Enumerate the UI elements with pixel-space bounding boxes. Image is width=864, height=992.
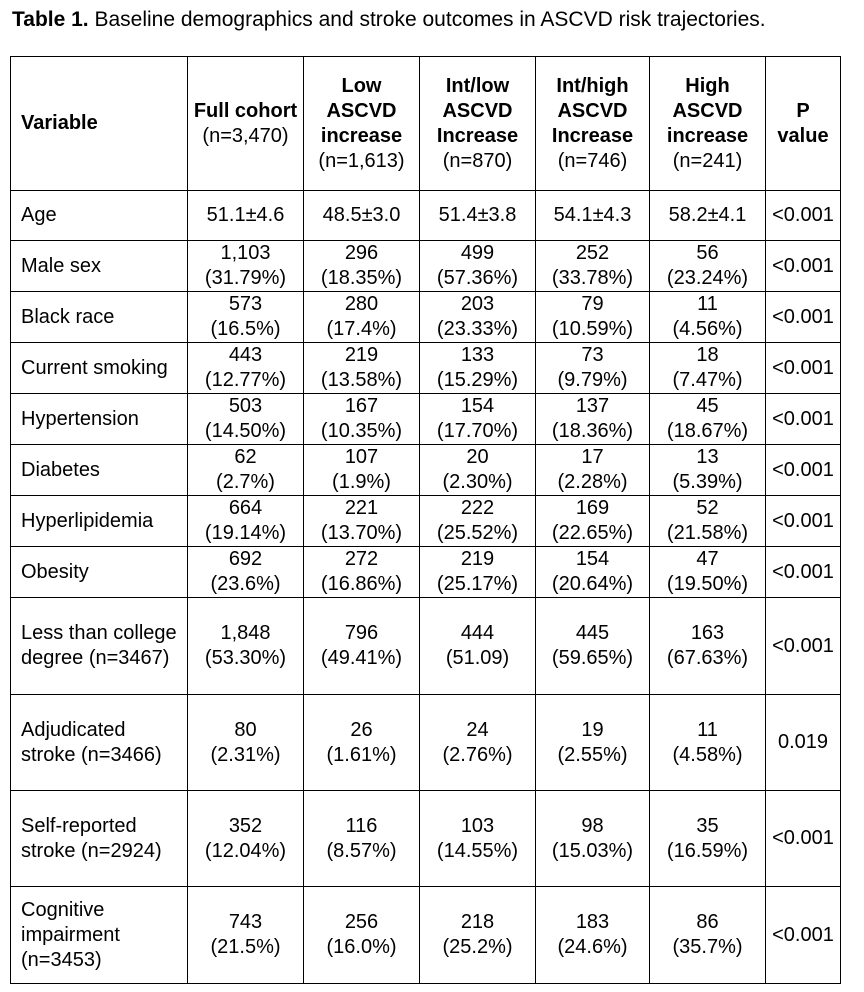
- header-low-ascvd: Low ASCVD increase (n=1,613): [304, 57, 420, 191]
- cell-value: 796: [344, 622, 379, 644]
- cell-percent: (12.77%): [204, 369, 287, 391]
- cell-value: 133: [460, 344, 495, 366]
- variable-cell: Adjudicated stroke (n=3466): [11, 695, 188, 791]
- cell-percent: (33.78%): [551, 267, 634, 289]
- value-cell-high-ascvd: [650, 598, 766, 695]
- p-value-cell: <0.001: [766, 791, 841, 887]
- cell-value: 163: [690, 622, 725, 644]
- cell-percent: (2.55%): [557, 743, 628, 766]
- value-cell-full-cohort: [188, 241, 304, 292]
- value-cell-full-cohort: [188, 791, 304, 887]
- value-cell-high-ascvd: [650, 241, 766, 292]
- cell-value: 280: [344, 293, 379, 315]
- cell-value: 26: [350, 718, 373, 741]
- cell-value: 692: [228, 548, 263, 570]
- cell-percent: (20.64%): [551, 573, 634, 595]
- cell-percent: (16.86%): [320, 573, 403, 595]
- cell-value: 154: [575, 548, 610, 570]
- caption-text: Baseline demographics and stroke outcomes in ASCVD risk trajectories.: [88, 8, 766, 31]
- value-cell-low-ascvd: [304, 496, 420, 547]
- cell-value: 24: [466, 718, 489, 741]
- cell-value: 218: [460, 911, 495, 933]
- value-cell-int-low-ascvd: [420, 547, 536, 598]
- header-variable: Variable: [11, 57, 188, 191]
- value-cell-int-high-ascvd: [536, 695, 650, 791]
- cell-value: 256: [344, 911, 379, 933]
- value-cell-int-low-ascvd: [420, 695, 536, 791]
- cell-value: 79: [581, 293, 604, 315]
- cell-percent: (53.30%): [204, 647, 287, 669]
- header-int-low-ascvd: Int/low ASCVD Increase (n=870): [420, 57, 536, 191]
- cell-percent: (21.58%): [666, 522, 749, 544]
- value-cell-low-ascvd: [304, 292, 420, 343]
- cell-value: 11: [697, 718, 718, 741]
- table-row: [11, 241, 841, 292]
- p-value-cell: <0.001: [766, 887, 841, 984]
- header-high-ascvd: High ASCVD increase (n=241): [650, 57, 766, 191]
- value-cell-low-ascvd: [304, 343, 420, 394]
- value-cell-high-ascvd: [650, 445, 766, 496]
- variable-cell: Black race: [11, 292, 188, 343]
- cell-value: 1,848: [220, 622, 271, 644]
- variable-cell: Male sex: [11, 241, 188, 292]
- value-cell-low-ascvd: [304, 598, 420, 695]
- cell-percent: (4.56%): [672, 318, 743, 340]
- cell-value: 352: [228, 814, 263, 837]
- caption-label: Table 1.: [12, 8, 89, 31]
- cell-value: 443: [228, 344, 263, 366]
- cell-percent: (15.29%): [436, 369, 519, 391]
- cell-percent: (12.04%): [204, 839, 287, 862]
- value-cell-full-cohort: [188, 695, 304, 791]
- value-cell-high-ascvd: [650, 343, 766, 394]
- variable-cell: Cognitive impairment (n=3453): [11, 887, 188, 984]
- cell-percent: (18.36%): [551, 420, 634, 442]
- cell-percent: (2.76%): [442, 743, 513, 766]
- cell-percent: (2.30%): [442, 471, 513, 493]
- cell-value: 45: [696, 395, 719, 417]
- cell-percent: (23.24%): [666, 267, 749, 289]
- cell-value: 154: [460, 395, 495, 417]
- value-cell-full-cohort: [188, 598, 304, 695]
- value-cell-low-ascvd: [304, 887, 420, 984]
- p-value-cell: <0.001: [766, 343, 841, 394]
- value-cell-int-high-ascvd: [536, 547, 650, 598]
- cell-value: 664: [228, 497, 263, 519]
- value-cell-int-high-ascvd: [536, 791, 650, 887]
- cell-value: 11: [697, 293, 718, 315]
- cell-percent: (57.36%): [436, 267, 519, 289]
- value-cell-int-low-ascvd: [420, 343, 536, 394]
- cell-value: 62: [234, 446, 257, 468]
- cell-value: 35: [696, 814, 719, 837]
- cell-value: 18: [696, 344, 719, 366]
- cell-value: 17: [581, 446, 604, 468]
- value-cell-high-ascvd: [650, 547, 766, 598]
- p-value-cell: 0.019: [766, 695, 841, 791]
- value-cell-high-ascvd: [650, 887, 766, 984]
- value-cell-full-cohort: [188, 547, 304, 598]
- p-value-cell: <0.001: [766, 394, 841, 445]
- cell-percent: (16.0%): [326, 936, 397, 958]
- header-p-value: P value: [766, 57, 841, 191]
- cell-value: 107: [344, 446, 379, 468]
- cell-value: 219: [460, 548, 495, 570]
- variable-cell: Current smoking: [11, 343, 188, 394]
- cell-value: 56: [696, 242, 719, 264]
- cell-percent: (15.03%): [551, 839, 634, 862]
- cell-percent: (9.79%): [557, 369, 628, 391]
- value-cell-full-cohort: [188, 445, 304, 496]
- value-cell-int-low-ascvd: [420, 887, 536, 984]
- cell-percent: (10.35%): [320, 420, 403, 442]
- value-cell-low-ascvd: [304, 445, 420, 496]
- value-cell-high-ascvd: [650, 791, 766, 887]
- value-cell-int-low-ascvd: [420, 292, 536, 343]
- value-cell-low-ascvd: [304, 791, 420, 887]
- cell-value: 20: [466, 446, 489, 468]
- cell-value: 221: [344, 497, 379, 519]
- cell-percent: (35.7%): [672, 936, 743, 958]
- p-value-cell: <0.001: [766, 598, 841, 695]
- cell-percent: (25.52%): [436, 522, 519, 544]
- table-row: [11, 598, 841, 695]
- cell-value: 1,103: [220, 242, 271, 264]
- header-full-cohort: Full cohort (n=3,470): [188, 57, 304, 191]
- variable-cell: Hypertension: [11, 394, 188, 445]
- header-row: [11, 57, 841, 191]
- cell-percent: (23.33%): [436, 318, 519, 340]
- cell-percent: (25.2%): [442, 936, 513, 958]
- value-cell-int-high-ascvd: [536, 887, 650, 984]
- cell-percent: (10.59%): [551, 318, 634, 340]
- cell-value: 58.2±4.1: [668, 204, 747, 226]
- variable-cell: Hyperlipidemia: [11, 496, 188, 547]
- header-int-high-ascvd: Int/high ASCVD Increase (n=746): [536, 57, 650, 191]
- table-row: [11, 343, 841, 394]
- cell-percent: (22.65%): [551, 522, 634, 544]
- value-cell-int-high-ascvd: [536, 496, 650, 547]
- cell-value: 503: [228, 395, 263, 417]
- cell-percent: (67.63%): [666, 647, 749, 669]
- cell-percent: (19.14%): [204, 522, 287, 544]
- variable-cell: Less than college degree (n=3467): [11, 598, 188, 695]
- demographics-table: [10, 56, 841, 984]
- cell-value: 167: [344, 395, 379, 417]
- cell-percent: (16.59%): [666, 839, 749, 862]
- p-value-cell: <0.001: [766, 191, 841, 241]
- table-caption: [12, 6, 766, 34]
- value-cell-low-ascvd: [304, 695, 420, 791]
- value-cell-int-high-ascvd: [536, 445, 650, 496]
- cell-value: 169: [575, 497, 610, 519]
- value-cell-int-high-ascvd: [536, 598, 650, 695]
- cell-percent: (1.61%): [326, 743, 397, 766]
- cell-percent: (14.50%): [204, 420, 287, 442]
- cell-value: 296: [344, 242, 379, 264]
- variable-cell: Diabetes: [11, 445, 188, 496]
- value-cell-int-high-ascvd: [536, 343, 650, 394]
- value-cell-low-ascvd: [304, 241, 420, 292]
- cell-value: 47: [696, 548, 719, 570]
- cell-value: 103: [460, 814, 495, 837]
- p-value-cell: <0.001: [766, 292, 841, 343]
- cell-percent: (13.70%): [320, 522, 403, 544]
- cell-value: 222: [460, 497, 495, 519]
- value-cell-int-low-ascvd: [420, 496, 536, 547]
- value-cell-int-low-ascvd: [420, 445, 536, 496]
- cell-percent: (59.65%): [551, 647, 634, 669]
- p-value-cell: <0.001: [766, 496, 841, 547]
- cell-value: 573: [228, 293, 263, 315]
- cell-percent: (24.6%): [557, 936, 628, 958]
- cell-percent: (16.5%): [210, 318, 281, 340]
- cell-percent: (5.39%): [672, 471, 743, 493]
- variable-cell: Self-reported stroke (n=2924): [11, 791, 188, 887]
- table-row: [11, 496, 841, 547]
- cell-value: 51.4±3.8: [438, 204, 517, 226]
- cell-percent: (2.28%): [557, 471, 628, 493]
- cell-percent: (14.55%): [436, 839, 519, 862]
- table-row: [11, 292, 841, 343]
- cell-value: 499: [460, 242, 495, 264]
- cell-percent: (23.6%): [210, 573, 281, 595]
- cell-value: 183: [575, 911, 610, 933]
- value-cell-int-low-ascvd: [420, 598, 536, 695]
- cell-percent: (18.35%): [320, 267, 403, 289]
- value-cell-int-high-ascvd: [536, 394, 650, 445]
- cell-percent: (51.09): [445, 647, 510, 669]
- value-cell-full-cohort: [188, 343, 304, 394]
- cell-percent: (2.7%): [216, 471, 275, 493]
- cell-value: 444: [460, 622, 495, 644]
- cell-value: 13: [696, 446, 719, 468]
- cell-value: 137: [575, 395, 610, 417]
- value-cell-full-cohort: [188, 292, 304, 343]
- cell-value: 219: [344, 344, 379, 366]
- cell-value: 54.1±4.3: [553, 204, 632, 226]
- cell-value: 48.5±3.0: [322, 204, 401, 226]
- value-cell-high-ascvd: [650, 292, 766, 343]
- cell-value: 52: [696, 497, 719, 519]
- value-cell-int-low-ascvd: [420, 191, 536, 241]
- cell-percent: (18.67%): [666, 420, 749, 442]
- variable-cell: Obesity: [11, 547, 188, 598]
- table-row: [11, 445, 841, 496]
- table-row: [11, 191, 841, 241]
- value-cell-int-high-ascvd: [536, 292, 650, 343]
- p-value-cell: <0.001: [766, 241, 841, 292]
- value-cell-full-cohort: [188, 394, 304, 445]
- cell-value: 445: [575, 622, 610, 644]
- value-cell-int-low-ascvd: [420, 791, 536, 887]
- cell-percent: (7.47%): [672, 369, 743, 391]
- cell-value: 73: [581, 344, 604, 366]
- cell-percent: (2.31%): [210, 743, 281, 766]
- cell-percent: (21.5%): [210, 936, 281, 958]
- cell-percent: (49.41%): [320, 647, 403, 669]
- table-row: [11, 791, 841, 887]
- table-row: [11, 547, 841, 598]
- value-cell-low-ascvd: [304, 191, 420, 241]
- cell-value: 116: [345, 814, 378, 837]
- value-cell-high-ascvd: [650, 496, 766, 547]
- cell-percent: (1.9%): [332, 471, 391, 493]
- value-cell-int-low-ascvd: [420, 241, 536, 292]
- cell-percent: (31.79%): [204, 267, 287, 289]
- value-cell-high-ascvd: [650, 695, 766, 791]
- table-row: [11, 394, 841, 445]
- cell-percent: (8.57%): [326, 839, 397, 862]
- value-cell-high-ascvd: [650, 394, 766, 445]
- cell-value: 98: [581, 814, 604, 837]
- cell-value: 743: [228, 911, 263, 933]
- p-value-cell: <0.001: [766, 547, 841, 598]
- value-cell-full-cohort: [188, 887, 304, 984]
- value-cell-high-ascvd: [650, 191, 766, 241]
- cell-value: 203: [460, 293, 495, 315]
- table-row: [11, 887, 841, 984]
- cell-value: 272: [344, 548, 379, 570]
- cell-value: 80: [234, 718, 257, 741]
- cell-percent: (17.70%): [436, 420, 519, 442]
- cell-percent: (25.17%): [436, 573, 519, 595]
- cell-value: 252: [575, 242, 610, 264]
- value-cell-int-high-ascvd: [536, 191, 650, 241]
- value-cell-int-high-ascvd: [536, 241, 650, 292]
- cell-value: 86: [696, 911, 719, 933]
- table-row: [11, 695, 841, 791]
- cell-value: 19: [581, 718, 604, 741]
- value-cell-low-ascvd: [304, 394, 420, 445]
- cell-percent: (19.50%): [666, 573, 749, 595]
- value-cell-full-cohort: [188, 191, 304, 241]
- cell-value: 51.1±4.6: [206, 204, 285, 226]
- value-cell-full-cohort: [188, 496, 304, 547]
- cell-percent: (17.4%): [326, 318, 397, 340]
- cell-percent: (13.58%): [320, 369, 403, 391]
- value-cell-low-ascvd: [304, 547, 420, 598]
- value-cell-int-low-ascvd: [420, 394, 536, 445]
- p-value-cell: <0.001: [766, 445, 841, 496]
- variable-cell: Age: [11, 191, 188, 241]
- cell-percent: (4.58%): [672, 743, 743, 766]
